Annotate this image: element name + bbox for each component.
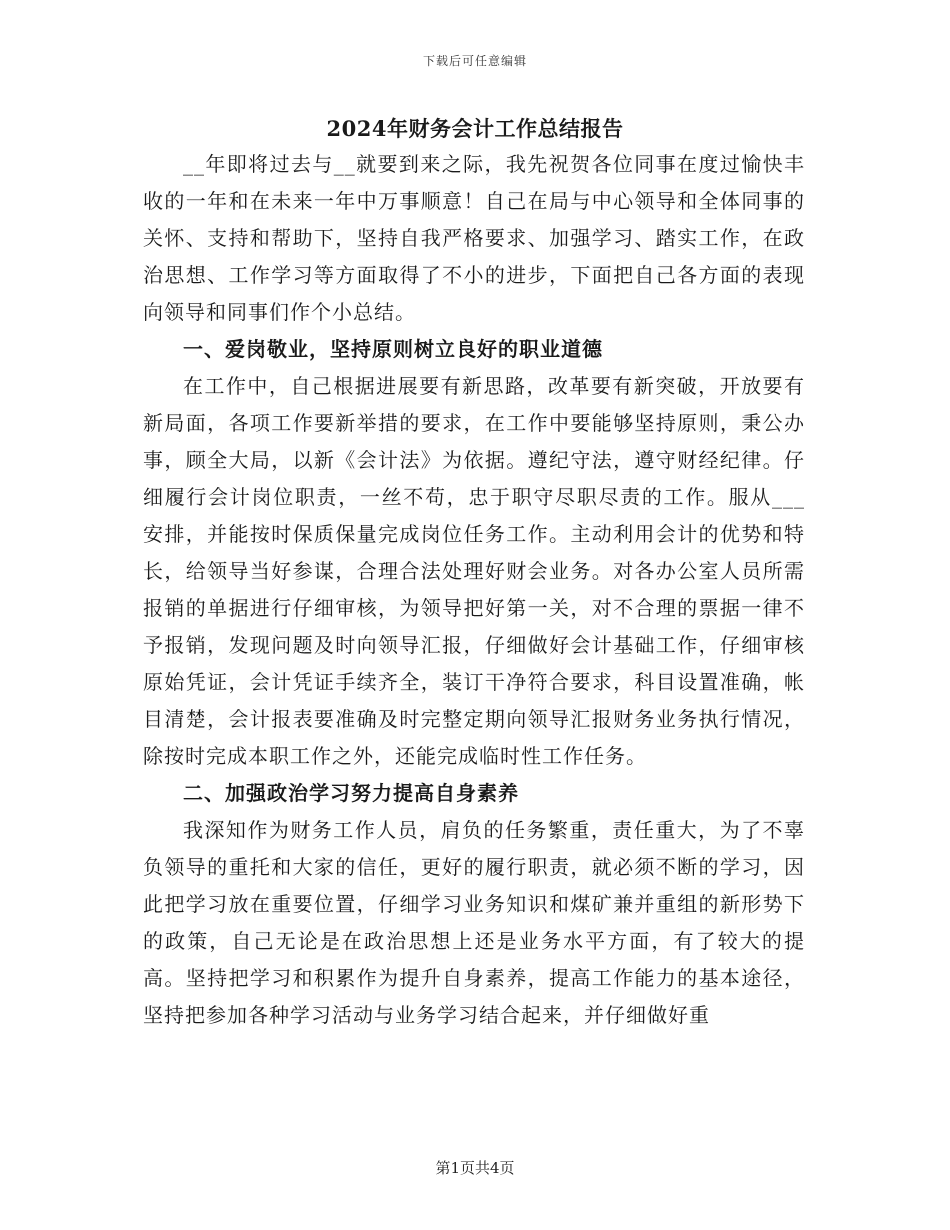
intro-paragraph: __年即将过去与__就要到来之际，我先祝贺各位同事在度过愉快丰收的一年和在未来一年中万事顺意！自己在局与中心领导和全体同事的关怀、支持和帮助下，坚持自我严格要求、加强学习、踏实工作，在政治思想、工作学习等方面取得了不小的进步，下面把自己各方面的表现向领导和同事们作个小总结。 xyxy=(143,152,805,324)
section-body-1: 在工作中，自己根据进展要有新思路，改革要有新突破，开放要有新局面，各项工作要新举措的要求，在工作中要能够坚持原则，秉公办事，顾全大局，以新《会计法》为依据。遵纪守法，遵守财经纪律。仔细履行会计岗位职责，一丝不苟，忠于职守尽职尽责的工作。服从___安排，并能按时保质保量完成岗位任务工作。主动利用会计的优势和特长，给领导当好参谋，合理合法处理好财会业务。对各办公室人员所需报销的单据进行仔细审核，为领导把好第一关，对不合理的票据一律不予报销，发现问题及时向领导汇报，仔细做好会计基础工作，仔细审核原始凭证，会计凭证手续齐全，装订干净符合要求，科目设置准确，帐目清楚，会计报表要准确及时完整定期向领导汇报财务业务执行情况，除按时完成本职工作之外，还能完成临时性工作任务。 xyxy=(143,374,805,768)
document-body xyxy=(143,146,805,1034)
section-body-2: 我深知作为财务工作人员，肩负的任务繁重，责任重大，为了不辜负领导的重托和大家的信任，更好的履行职责，就必须不断的学习，因此把学习放在重要位置，仔细学习业务知识和煤矿兼并重组的新形势下的政策，自己无论是在政治思想上还是业务水平方面，有了较大的提高。坚持把学习和积累作为提升自身素养，提高工作能力的基本途径，坚持把参加各种学习活动与业务学习结合起来，并仔细做好重 xyxy=(143,818,805,1027)
document-title: 2024年财务会计工作总结报告 xyxy=(326,116,624,141)
section-heading-1: 一、爱岗敬业，坚持原则树立良好的职业道德 xyxy=(183,337,603,361)
section-heading-2: 二、加强政治学习努力提高自身素养 xyxy=(183,781,519,805)
header-note: 下载后可任意编辑 xyxy=(422,54,527,68)
page-footer: 第1页共4页 xyxy=(435,1159,515,1177)
